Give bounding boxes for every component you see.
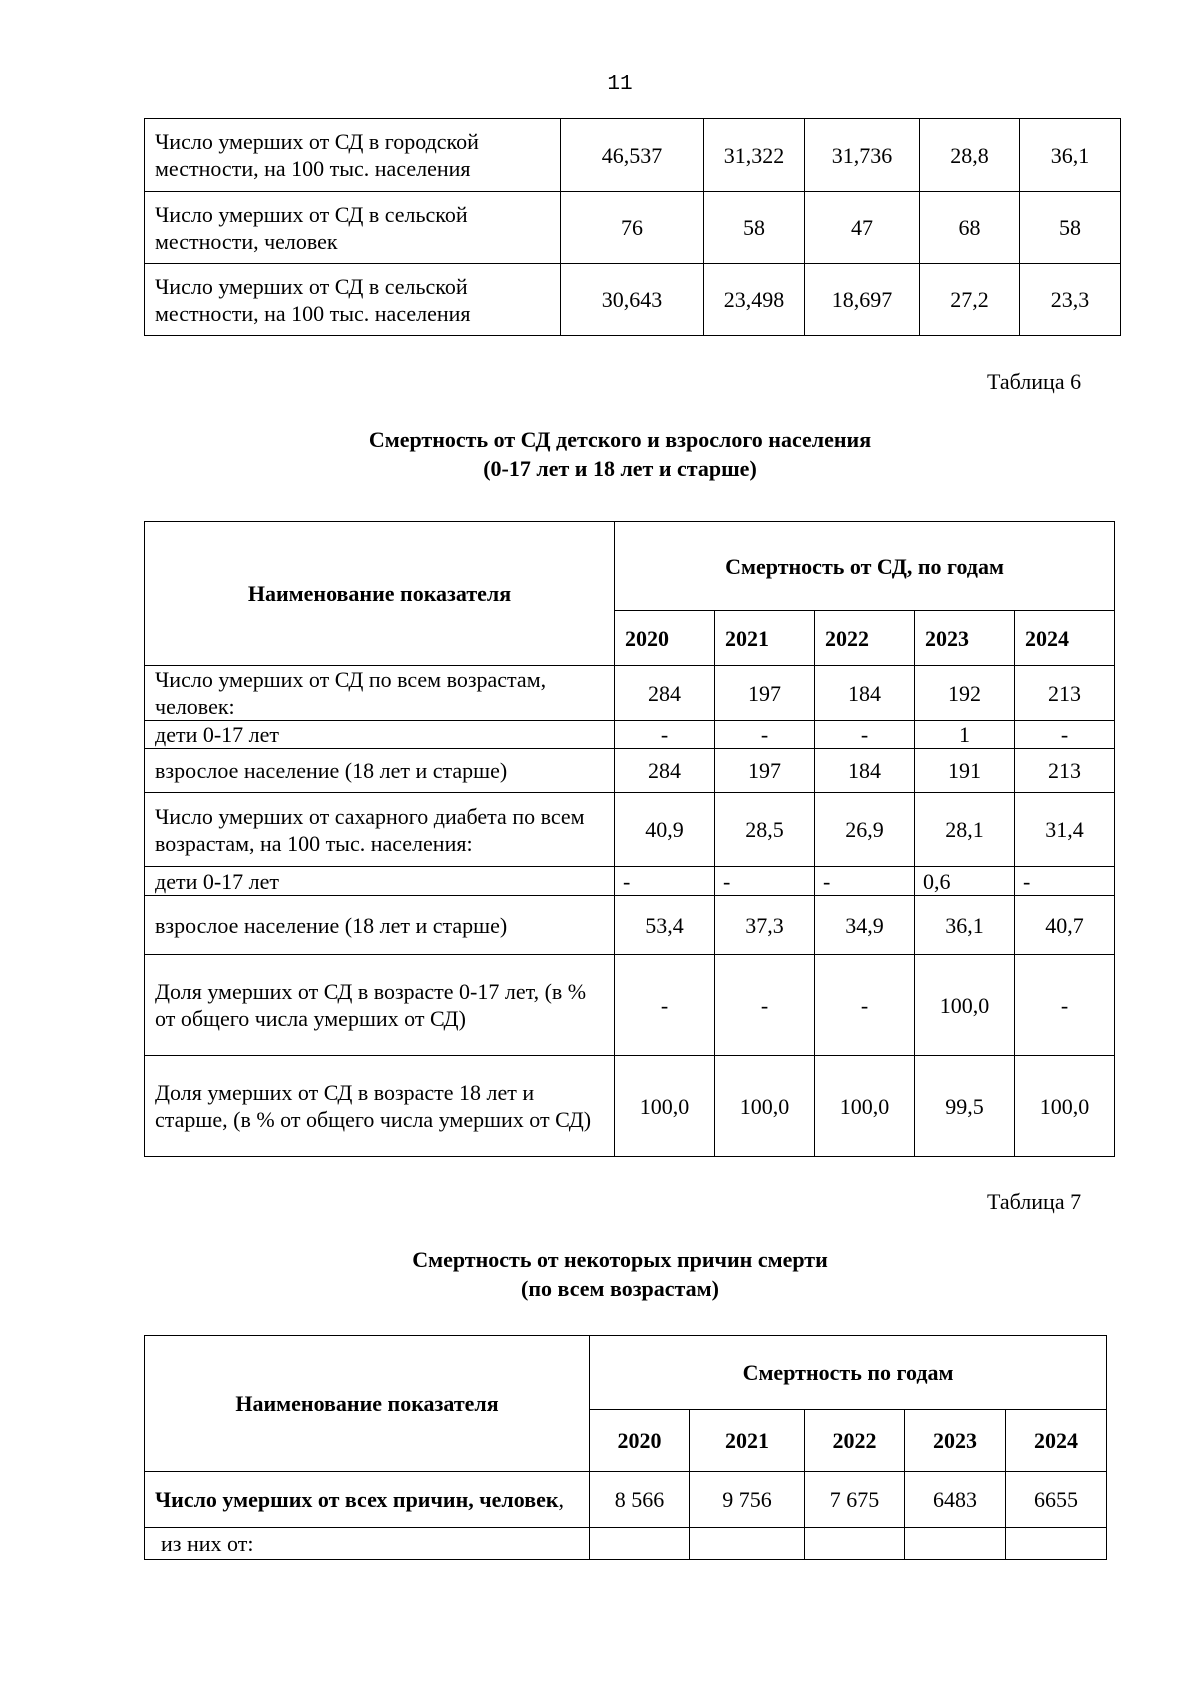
header-group: Смертность от СД, по годам <box>615 522 1115 611</box>
table6-title-line1: Смертность от СД детского и взрослого населения <box>368 427 872 452</box>
year-header: 2022 <box>815 611 915 666</box>
table-cell: - <box>815 955 915 1056</box>
row-label: Число умерших от СД в городской местности, на 100 тыс. населения <box>145 119 561 192</box>
table-cell: - <box>1015 867 1115 896</box>
table-cell: 47 <box>805 192 920 264</box>
table-cell: 197 <box>715 666 815 721</box>
table-row <box>145 1528 1107 1560</box>
row-label: дети 0-17 лет <box>145 867 615 896</box>
year-header: 2024 <box>1015 611 1115 666</box>
table-cell: 76 <box>561 192 704 264</box>
table-cell: 284 <box>615 666 715 721</box>
table-cell: 36,1 <box>915 896 1015 955</box>
row-label-tail: , <box>558 1487 565 1512</box>
table-cell: 36,1 <box>1020 119 1121 192</box>
row-label <box>145 1472 590 1528</box>
table-row <box>145 264 1121 336</box>
table-cell: - <box>815 867 915 896</box>
table-cell: 53,4 <box>615 896 715 955</box>
table-cell: 197 <box>715 749 815 793</box>
table-cell: 191 <box>915 749 1015 793</box>
table-cell: 100,0 <box>815 1056 915 1157</box>
table7-title-line1: Смертность от некоторых причин смерти <box>412 1247 828 1272</box>
table-cell: 46,537 <box>561 119 704 192</box>
row-label: дети 0-17 лет <box>145 721 615 749</box>
table-cell: 8 566 <box>590 1472 690 1528</box>
table-row <box>145 749 1115 793</box>
table-cell <box>590 1528 690 1560</box>
table-cell: 30,643 <box>561 264 704 336</box>
year-header: 2023 <box>905 1410 1006 1472</box>
table-cell: - <box>715 721 815 749</box>
table-cell: 27,2 <box>920 264 1020 336</box>
page-number: 11 <box>607 73 633 96</box>
table6-caption: Таблица 6 <box>987 369 1082 394</box>
row-label: Число умерших от СД в сельской местности, на 100 тыс. населения <box>145 264 561 336</box>
table-cell: 31,322 <box>704 119 805 192</box>
year-header: 2021 <box>715 611 815 666</box>
table-cell: 100,0 <box>915 955 1015 1056</box>
table-cell: 18,697 <box>805 264 920 336</box>
table-cell: - <box>715 955 815 1056</box>
table-cell: 23,498 <box>704 264 805 336</box>
table-cell: 192 <box>915 666 1015 721</box>
table-cell <box>905 1528 1006 1560</box>
table7-caption: Таблица 7 <box>987 1189 1082 1214</box>
table-cell: 23,3 <box>1020 264 1121 336</box>
table-cell: 184 <box>815 749 915 793</box>
table7 <box>144 1335 1107 1560</box>
table7-title-line2: (по всем возрастам) <box>521 1276 719 1301</box>
table-row <box>145 1056 1115 1157</box>
row-label-bold: Число умерших от всех причин, человек <box>155 1487 559 1512</box>
table-cell: - <box>1015 721 1115 749</box>
row-label: Число умерших от сахарного диабета по всем возрастам, на 100 тыс. населения: <box>145 793 615 867</box>
table-cell: 100,0 <box>715 1056 815 1157</box>
table-cell: 184 <box>815 666 915 721</box>
header-label: Наименование показателя <box>145 522 615 666</box>
table-cell: 100,0 <box>1015 1056 1115 1157</box>
table-cell: 6655 <box>1006 1472 1107 1528</box>
row-label: из них от: <box>145 1528 590 1560</box>
year-header: 2023 <box>915 611 1015 666</box>
table-cell: 28,1 <box>915 793 1015 867</box>
table-cell: 28,5 <box>715 793 815 867</box>
row-label: Число умерших от СД в сельской местности, человек <box>145 192 561 264</box>
table-row <box>145 896 1115 955</box>
year-header: 2024 <box>1006 1410 1107 1472</box>
table-cell: 37,3 <box>715 896 815 955</box>
table-cell: 213 <box>1015 666 1115 721</box>
row-label: Доля умерших от СД в возрасте 18 лет и старше, (в % от общего числа умерших от СД) <box>145 1056 615 1157</box>
table-row <box>145 1472 1107 1528</box>
year-header: 2022 <box>805 1410 905 1472</box>
header-group: Смертность по годам <box>590 1336 1107 1410</box>
table-row <box>145 721 1115 749</box>
year-header: 2020 <box>615 611 715 666</box>
table-cell: 68 <box>920 192 1020 264</box>
table-row <box>145 666 1115 721</box>
year-header: 2021 <box>690 1410 805 1472</box>
table-row <box>145 119 1121 192</box>
table-row <box>145 955 1115 1056</box>
row-label: взрослое население (18 лет и старше) <box>145 749 615 793</box>
table-cell: 58 <box>1020 192 1121 264</box>
table-cell <box>805 1528 905 1560</box>
table-cell: 99,5 <box>915 1056 1015 1157</box>
table-cell: 58 <box>704 192 805 264</box>
table-cell <box>1006 1528 1107 1560</box>
table-cell: 31,4 <box>1015 793 1115 867</box>
table-cell: 7 675 <box>805 1472 905 1528</box>
row-label: Число умерших от СД по всем возрастам, человек: <box>145 666 615 721</box>
table6-title-line2: (0-17 лет и 18 лет и старше) <box>483 456 757 481</box>
table-cell: 100,0 <box>615 1056 715 1157</box>
table6 <box>144 521 1115 1157</box>
table-cell: - <box>1015 955 1115 1056</box>
table-cell: 34,9 <box>815 896 915 955</box>
table-row <box>145 192 1121 264</box>
table-cell: 40,7 <box>1015 896 1115 955</box>
table-cell: - <box>615 955 715 1056</box>
row-label: взрослое население (18 лет и старше) <box>145 896 615 955</box>
header-label: Наименование показателя <box>145 1336 590 1472</box>
table-cell: 28,8 <box>920 119 1020 192</box>
table-row <box>145 867 1115 896</box>
table-cell: 31,736 <box>805 119 920 192</box>
table-cell: 6483 <box>905 1472 1006 1528</box>
year-header: 2020 <box>590 1410 690 1472</box>
table-cell: - <box>615 867 715 896</box>
table-cell: 284 <box>615 749 715 793</box>
table-cell: 1 <box>915 721 1015 749</box>
table-cell: - <box>815 721 915 749</box>
table-cell: 0,6 <box>915 867 1015 896</box>
row-label: Доля умерших от СД в возрасте 0-17 лет, (в % от общего числа умерших от СД) <box>145 955 615 1056</box>
table-cell: 213 <box>1015 749 1115 793</box>
table-top <box>144 118 1121 336</box>
table-header-row <box>145 522 1115 611</box>
table-cell: 40,9 <box>615 793 715 867</box>
table-cell <box>690 1528 805 1560</box>
table-cell: 9 756 <box>690 1472 805 1528</box>
table-cell: 26,9 <box>815 793 915 867</box>
table-cell: - <box>615 721 715 749</box>
table-header-row <box>145 1336 1107 1410</box>
table-cell: - <box>715 867 815 896</box>
table-row <box>145 793 1115 867</box>
